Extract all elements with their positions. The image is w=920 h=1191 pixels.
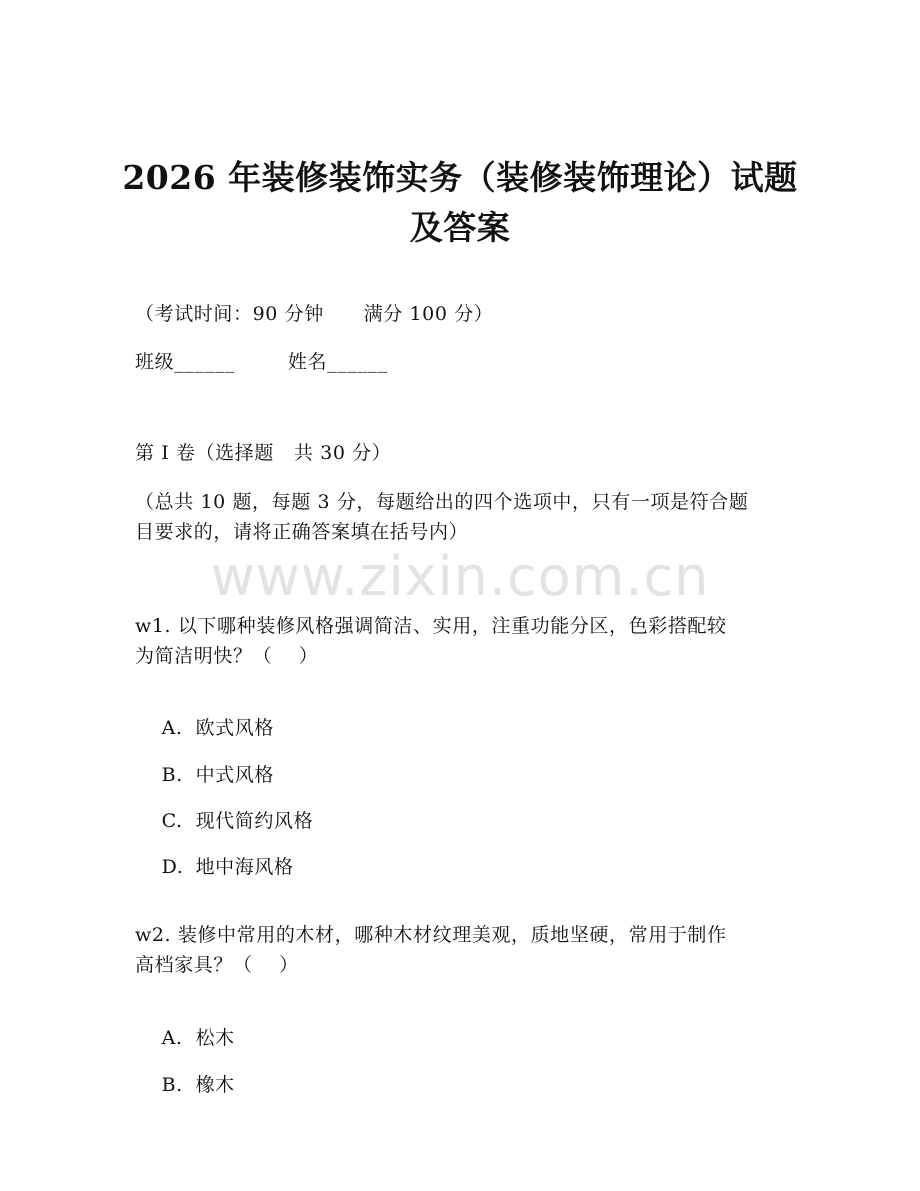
document-title-line-1: 2026 年装修装饰实务（装修装饰理论）试题: [122, 158, 798, 197]
question-2-stem-line-1: w2. 装修中常用的木材，哪种木材纹理美观，质地坚硬，常用于制作: [135, 924, 727, 946]
question-1-stem-line-2: 为简洁明快？（ ）: [135, 645, 319, 667]
instructions-line-2: 目要求的，请将正确答案填在括号内）: [135, 521, 469, 543]
option-letter: B.: [161, 764, 183, 786]
document-title-line-2: 及答案: [409, 208, 511, 247]
exam-info: （考试时间：90 分钟 满分 100 分）: [135, 303, 494, 325]
watermark: www.zixin.com.cn: [210, 545, 710, 608]
instructions-line-1: （总共 10 题，每题 3 分，每题给出的四个选项中，只有一项是符合题: [135, 491, 749, 513]
option-text: 地中海风格: [195, 856, 294, 878]
option-text: 现代简约风格: [195, 810, 314, 832]
option-text: 中式风格: [195, 764, 274, 786]
option-text: 松木: [195, 1027, 235, 1049]
question-1-stem-line-1: w1. 以下哪种装修风格强调简洁、实用，注重功能分区，色彩搭配较: [135, 615, 727, 637]
option-letter: C.: [161, 810, 183, 832]
option-letter: A.: [161, 717, 183, 739]
option-letter: A.: [161, 1027, 183, 1049]
question-2-stem-line-2: 高档家具？（ ）: [135, 954, 299, 976]
class-name-fields: 班级______ 姓名______: [135, 351, 388, 373]
question-1-option-d: [135, 828, 294, 906]
option-text: 橡木: [195, 1074, 235, 1096]
option-letter: D.: [161, 856, 184, 878]
option-letter: B.: [161, 1074, 183, 1096]
section-title: 第 I 卷（选择题 共 30 分）: [135, 442, 392, 464]
option-text: 欧式风格: [195, 717, 274, 739]
question-2-option-b: [135, 1046, 235, 1124]
